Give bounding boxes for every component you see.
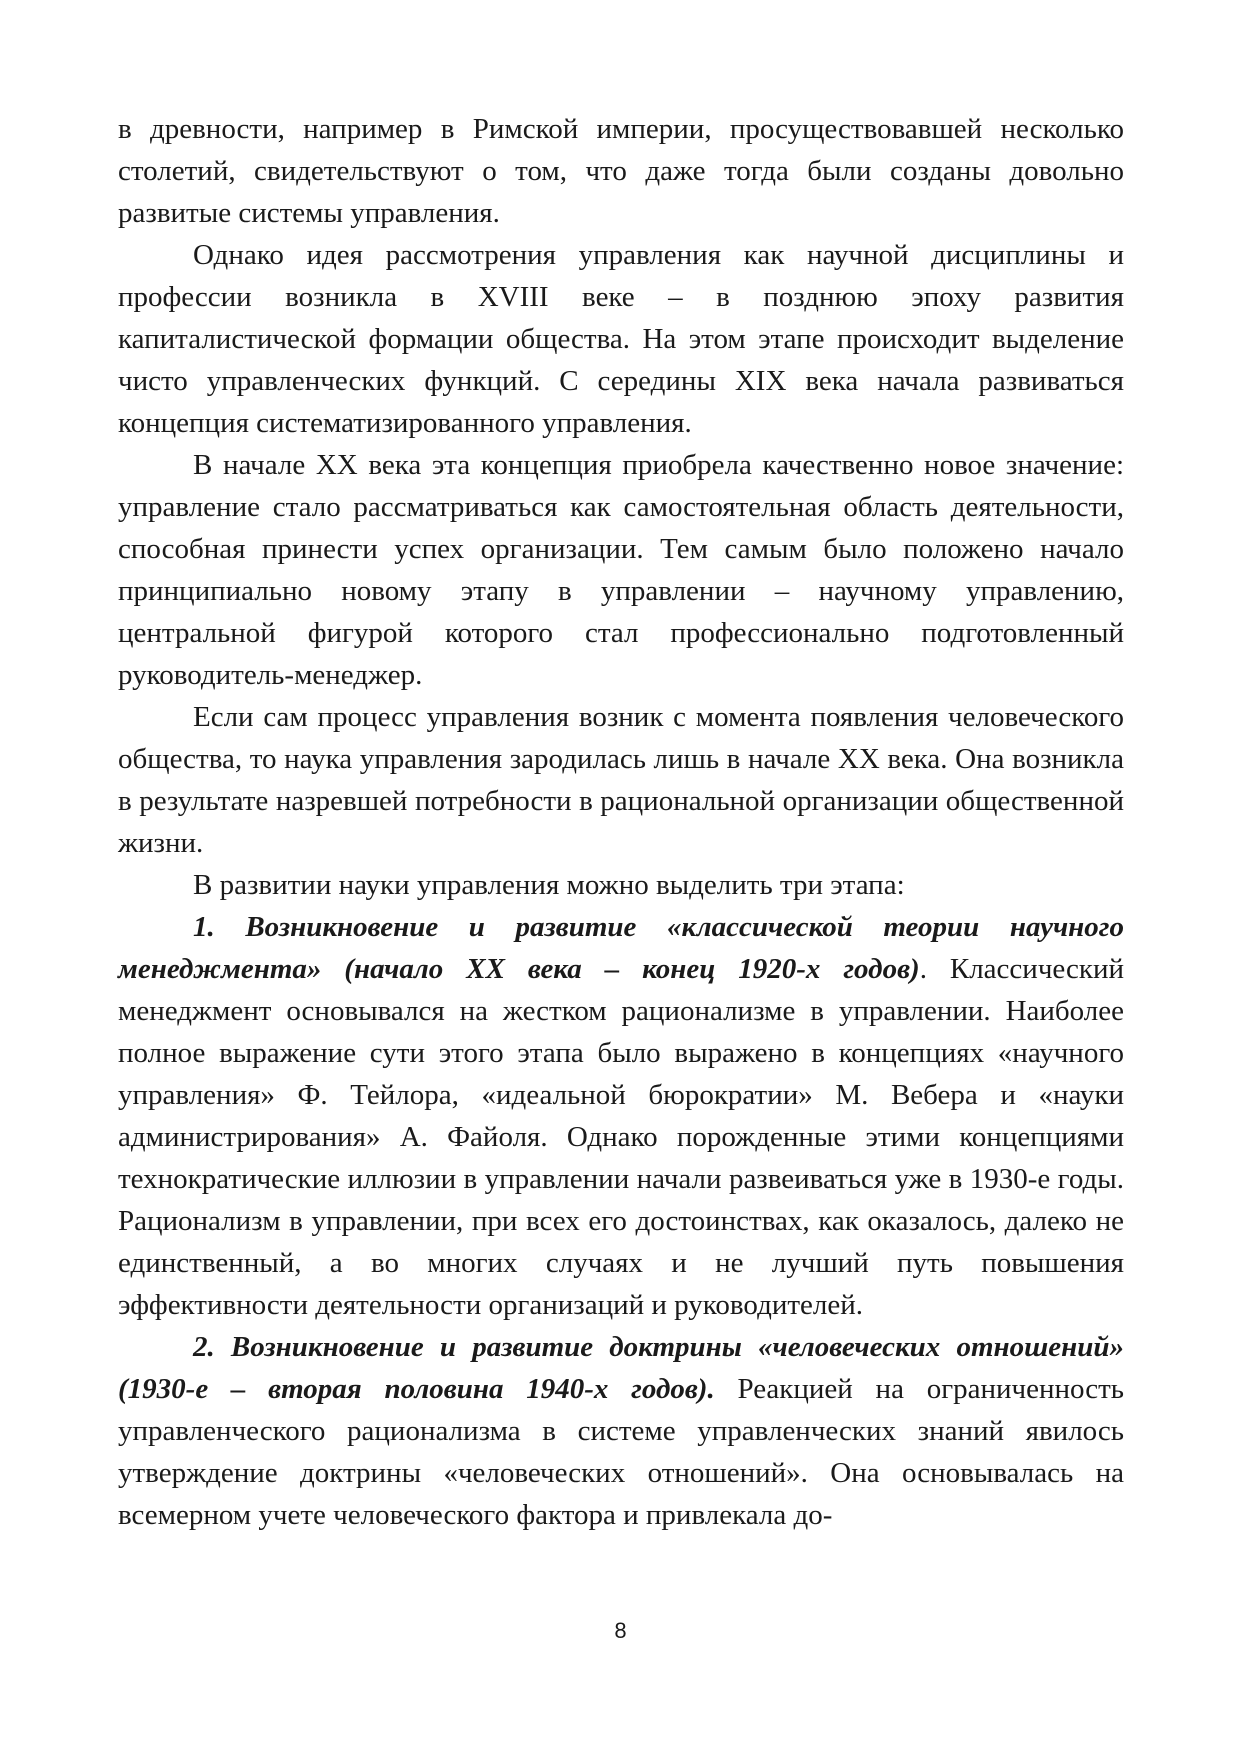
paragraph-7-body: Реакцией на ограниченность управленческого рационализма в системе управленческих знаний явилось утверждение доктрины «человеческих отношений». Она основывалась на всемерном учете человеческого фактора и привлекала до- (118, 1373, 1124, 1531)
page-body (118, 108, 1124, 1536)
paragraph-6-body: . Классический менеджмент основывался на жестком рационализме в управлении. Наиболее полное выражение сути этого этапа было выражено в концепциях «научного управления» Ф. Тейлора, «идеальной бюрократии» М. Вебера и «науки администрирования» А. Файоля. Однако порожденные этими концепциями технократические иллюзии в управлении начали развеиваться уже в 1930-е годы. Рационализм в управлении, при всех его достоинствах, как оказалось, далеко не единственный, а во многих случаях и не лучший путь повышения эффективности деятельности организаций и руководителей. (118, 953, 1124, 1321)
paragraph-6 (118, 906, 1124, 1326)
page-number: 8 (614, 1618, 627, 1643)
paragraph-2: Однако идея рассмотрения управления как научной дисциплины и профессии возникла в XVIII веке – в позднюю эпоху развития капиталистической формации общества. На этом этапе происходит выделение чисто управленческих функций. С середины XIX века начала развиваться концепция систематизированного управления. (118, 239, 1124, 439)
paragraph-3: В начале XX века эта концепция приобрела качественно новое значение: управление стало рассматриваться как самостоятельная область деятельности, способная принести успех организации. Тем самым было положено начало принципиально новому этапу в управлении – научному управлению, центральной фигурой которого стал профессионально подготовленный руководитель-менеджер. (118, 449, 1124, 691)
paragraph-7 (118, 1326, 1124, 1536)
paragraph-5: В развитии науки управления можно выделить три этапа: (193, 869, 905, 901)
section-heading-2: 2. Возникновение и развитие доктрины «человеческих отношений» (1930-е – вторая половина 1940-х годов). (118, 1331, 1124, 1405)
paragraph-1: в древности, например в Римской империи, просуществовавшей несколько столетий, свидетельствуют о том, что даже тогда были созданы довольно развитые системы управления. (118, 113, 1124, 229)
section-heading-1: 1. Возникновение и развитие «классической теории научного менеджмента» (начало XX века – конец 1920-х годов) (118, 911, 1124, 985)
paragraph-4: Если сам процесс управления возник с момента появления человеческого общества, то наука управления зародилась лишь в начале XX века. Она возникла в результате назревшей потребности в рациональной организации общественной жизни. (118, 701, 1124, 859)
